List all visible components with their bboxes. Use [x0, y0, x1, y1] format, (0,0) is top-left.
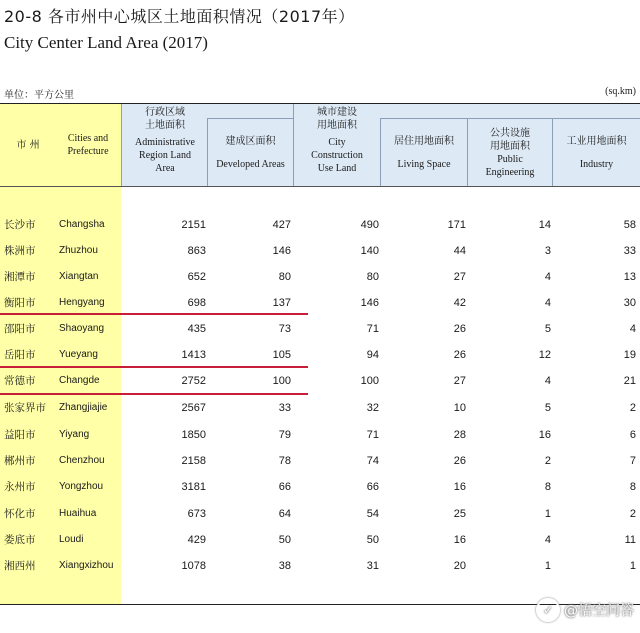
- developed-area-value: 146: [272, 245, 291, 257]
- living-space-value: 26: [453, 455, 466, 467]
- public-engineering-value: 1: [544, 508, 551, 520]
- unit-label-en: (sq.km): [605, 86, 636, 97]
- construction-land-value: 94: [366, 349, 379, 361]
- watermark-text: @悟空问答: [564, 603, 634, 619]
- city-name-cn: 永州市: [4, 481, 36, 493]
- construction-land-value: 100: [360, 375, 379, 387]
- admin-area-value: 673: [187, 508, 206, 520]
- table-row: [0, 422, 640, 448]
- admin-area-value: 2151: [181, 219, 206, 231]
- industry-value: 6: [629, 429, 636, 441]
- admin-area-value: 3181: [181, 481, 206, 493]
- public-engineering-value: 8: [544, 481, 551, 493]
- city-name-en: Chenzhou: [59, 455, 105, 466]
- developed-area-value: 137: [272, 297, 291, 309]
- unit-label-cn: 单位：平方公里: [4, 90, 74, 101]
- header-text: 用地面积: [317, 120, 357, 131]
- table-row: [0, 342, 640, 368]
- admin-area-value: 2158: [181, 455, 206, 467]
- living-space-value: 16: [453, 481, 466, 493]
- table-row: [0, 316, 640, 342]
- header-text: Region Land: [139, 150, 191, 161]
- header-admin-area: [122, 106, 208, 186]
- living-space-value: 26: [453, 323, 466, 335]
- public-engineering-value: 4: [544, 271, 551, 283]
- city-name-cn: 岳阳市: [4, 349, 36, 361]
- header-construction-land: [294, 106, 380, 186]
- public-engineering-value: 5: [544, 323, 551, 335]
- header-text: 用地面积: [490, 140, 530, 152]
- header-city-cn: [4, 104, 52, 186]
- table-row: [0, 368, 640, 394]
- admin-area-value: 1078: [181, 560, 206, 572]
- admin-area-value: 1850: [181, 429, 206, 441]
- construction-land-value: 146: [360, 297, 379, 309]
- header-public-engineering: [468, 119, 552, 186]
- highlight-underline: [0, 393, 308, 395]
- header-text: Prefecture: [67, 146, 109, 157]
- city-name-en: Xiangxizhou: [59, 560, 114, 571]
- living-space-value: 44: [453, 245, 466, 257]
- living-space-value: 27: [453, 271, 466, 283]
- living-space-value: 42: [453, 297, 466, 309]
- developed-area-value: 78: [278, 455, 291, 467]
- table-row: [0, 395, 640, 421]
- public-engineering-value: 3: [544, 245, 551, 257]
- industry-value: 19: [623, 349, 636, 361]
- living-space-value: 16: [453, 534, 466, 546]
- public-engineering-value: 14: [538, 219, 551, 231]
- table-title-en: City Center Land Area (2017): [4, 33, 208, 52]
- city-name-cn: 郴州市: [4, 455, 36, 467]
- admin-area-value: 2567: [181, 402, 206, 414]
- header-text: 建成区面积: [225, 135, 276, 147]
- public-engineering-value: 16: [538, 429, 551, 441]
- header-city-en: [56, 104, 120, 186]
- city-name-en: Xiangtan: [59, 271, 99, 282]
- industry-value: 4: [629, 323, 636, 335]
- industry-value: 1: [629, 560, 636, 572]
- highlight-underline: [0, 366, 308, 368]
- construction-land-value: 490: [360, 219, 379, 231]
- construction-land-value: 54: [366, 508, 379, 520]
- developed-area-value: 427: [272, 219, 291, 231]
- developed-area-value: 64: [278, 508, 291, 520]
- highlight-underline: [0, 313, 308, 315]
- admin-area-value: 429: [187, 534, 206, 546]
- living-space-value: 27: [453, 375, 466, 387]
- table-row: [0, 527, 640, 553]
- header-text: Living Space: [397, 158, 451, 170]
- admin-area-value: 435: [187, 323, 206, 335]
- header-text: 行政区域: [145, 107, 185, 118]
- city-name-en: Zhuzhou: [59, 245, 98, 256]
- construction-land-value: 50: [366, 534, 379, 546]
- header-developed-areas: [208, 119, 293, 186]
- industry-value: 13: [623, 271, 636, 283]
- watermark: [536, 598, 634, 622]
- admin-area-value: 2752: [181, 375, 206, 387]
- construction-land-value: 66: [366, 481, 379, 493]
- industry-value: 30: [623, 297, 636, 309]
- table-row: [0, 501, 640, 527]
- header-bottom-rule: [0, 186, 640, 187]
- header-text: Industry: [579, 158, 614, 170]
- public-engineering-value: 12: [538, 349, 551, 361]
- construction-land-value: 74: [366, 455, 379, 467]
- header-text: 工业用地面积: [566, 135, 627, 147]
- header-text: Area: [155, 163, 175, 174]
- table-row: [0, 238, 640, 264]
- header-text: Cities and: [67, 133, 109, 144]
- admin-area-value: 698: [187, 297, 206, 309]
- public-engineering-value: 1: [544, 560, 551, 572]
- developed-area-value: 50: [278, 534, 291, 546]
- header-text: Construction: [311, 150, 363, 161]
- developed-area-value: 79: [278, 429, 291, 441]
- living-space-value: 28: [453, 429, 466, 441]
- industry-value: 11: [624, 534, 636, 546]
- header-text: 公共设施: [490, 127, 530, 139]
- developed-area-value: 33: [278, 402, 291, 414]
- industry-value: 58: [623, 219, 636, 231]
- living-space-value: 25: [453, 508, 466, 520]
- city-name-en: Changsha: [59, 219, 105, 230]
- header-text: Administrative: [135, 137, 195, 148]
- city-name-en: Huaihua: [59, 508, 97, 519]
- header-text: Public: [497, 153, 523, 165]
- industry-value: 2: [629, 508, 636, 520]
- admin-area-value: 863: [187, 245, 206, 257]
- header-text: Developed Areas: [216, 158, 285, 170]
- city-name-cn: 怀化市: [4, 508, 36, 520]
- city-name-cn: 邵阳市: [4, 323, 36, 335]
- city-name-en: Yongzhou: [59, 481, 104, 492]
- city-name-en: Yueyang: [59, 349, 98, 360]
- public-engineering-value: 4: [544, 297, 551, 309]
- public-engineering-value: 5: [544, 402, 551, 414]
- header-text: 市 州: [16, 139, 40, 151]
- construction-land-value: 80: [366, 271, 379, 283]
- admin-area-value: 1413: [181, 349, 206, 361]
- city-name-cn: 益阳市: [4, 429, 36, 441]
- header-industry: [553, 119, 640, 186]
- living-space-value: 26: [453, 349, 466, 361]
- construction-land-value: 31: [366, 560, 379, 572]
- city-name-cn: 株洲市: [4, 245, 36, 257]
- header-text: 土地面积: [145, 120, 185, 131]
- city-name-cn: 衡阳市: [4, 297, 36, 309]
- city-name-en: Hengyang: [59, 297, 105, 308]
- city-name-cn: 娄底市: [4, 534, 36, 546]
- living-space-value: 20: [453, 560, 466, 572]
- header-text: 城市建设: [317, 107, 357, 118]
- table-row: [0, 448, 640, 474]
- city-name-cn: 湘潭市: [4, 271, 36, 283]
- table-row: [0, 212, 640, 238]
- admin-area-value: 652: [187, 271, 206, 283]
- industry-value: 2: [629, 402, 636, 414]
- city-name-en: Yiyang: [59, 429, 90, 440]
- table-row: [0, 264, 640, 290]
- header-text: City: [328, 137, 346, 148]
- industry-value: 8: [629, 481, 636, 493]
- chat-bubble-icon: ✓: [536, 598, 560, 622]
- living-space-value: 171: [447, 219, 466, 231]
- construction-land-value: 71: [366, 429, 379, 441]
- city-name-en: Loudi: [59, 534, 84, 545]
- developed-area-value: 38: [278, 560, 291, 572]
- developed-area-value: 66: [278, 481, 291, 493]
- industry-value: 33: [623, 245, 636, 257]
- table-row: [0, 474, 640, 500]
- construction-land-value: 140: [360, 245, 379, 257]
- industry-value: 21: [623, 375, 636, 387]
- public-engineering-value: 2: [544, 455, 551, 467]
- city-name-cn: 常德市: [4, 375, 36, 387]
- header-text: 居住用地面积: [394, 135, 454, 147]
- city-name-cn: 长沙市: [4, 219, 36, 231]
- city-name-en: Zhangjiajie: [59, 402, 108, 413]
- public-engineering-value: 4: [544, 534, 551, 546]
- header-living-space: [381, 119, 467, 186]
- header-text: Use Land: [317, 163, 357, 174]
- developed-area-value: 73: [278, 323, 291, 335]
- living-space-value: 10: [453, 402, 466, 414]
- header-text: Engineering: [485, 166, 535, 178]
- developed-area-value: 105: [272, 349, 291, 361]
- industry-value: 7: [629, 455, 636, 467]
- public-engineering-value: 4: [544, 375, 551, 387]
- city-name-en: Shaoyang: [59, 323, 105, 334]
- city-name-en: Changde: [59, 375, 100, 386]
- table-title-cn: 20-8 各市州中心城区土地面积情况（2017年）: [4, 7, 355, 26]
- city-name-cn: 张家界市: [4, 402, 46, 414]
- city-name-cn: 湘西州: [4, 560, 36, 572]
- developed-area-value: 100: [272, 375, 291, 387]
- developed-area-value: 80: [278, 271, 291, 283]
- construction-land-value: 32: [366, 402, 379, 414]
- table-row: [0, 553, 640, 579]
- construction-land-value: 71: [366, 323, 379, 335]
